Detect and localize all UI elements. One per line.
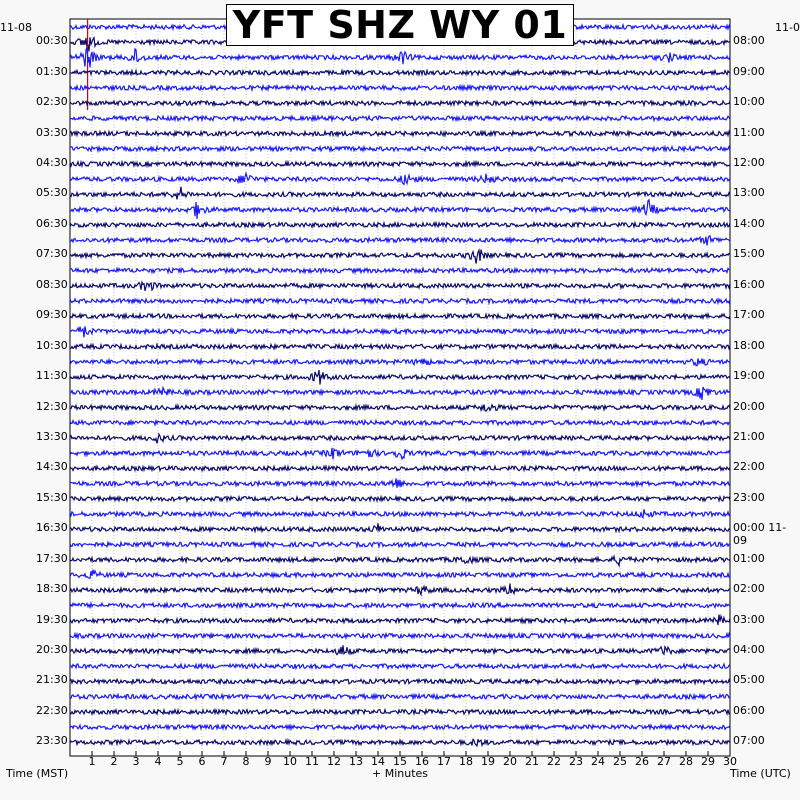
x-tick-label: 21 [525, 755, 539, 768]
right-time-label: 18:00 [733, 338, 765, 352]
right-time-label: 19:00 [733, 369, 765, 383]
chart-title: YFT SHZ WY 01 [232, 3, 568, 47]
right-time-label: 15:00 [733, 247, 765, 261]
left-time-label: 09:30 [36, 308, 68, 322]
right-time-label: 04:00 [733, 643, 765, 657]
x-tick-label: 5 [176, 755, 184, 768]
plot-frame [70, 19, 730, 756]
x-tick-label: 6 [198, 755, 206, 768]
x-tick-label: 29 [701, 755, 715, 768]
x-tick-label: 18 [459, 755, 473, 768]
left-time-label: 22:30 [36, 703, 68, 717]
right-time-label: 08:00 [733, 34, 765, 48]
x-tick-label: 20 [503, 755, 517, 768]
left-time-label: 07:30 [36, 247, 68, 261]
left-time-label: 02:30 [36, 95, 68, 109]
x-axis-label: + Minutes [372, 767, 429, 780]
start-date-right: 11-0 [775, 21, 800, 34]
left-time-label: 04:30 [36, 155, 68, 169]
x-tick-label: 27 [657, 755, 671, 768]
left-time-label: 03:30 [36, 125, 68, 139]
right-time-label: 09:00 [733, 64, 765, 78]
right-time-label: 01:00 [733, 551, 765, 565]
left-time-label: 01:30 [36, 64, 68, 78]
right-axis-label: Time (UTC) [730, 767, 791, 780]
x-tick-label: 16 [415, 755, 429, 768]
x-tick-label: 3 [132, 755, 140, 768]
x-tick-label: 17 [437, 755, 451, 768]
right-time-label: 10:00 [733, 95, 765, 109]
right-time-label: 02:00 [733, 582, 765, 596]
left-time-label: 16:30 [36, 521, 68, 535]
left-time-label: 21:30 [36, 673, 68, 687]
left-time-label: 05:30 [36, 186, 68, 200]
start-date-left: 11-08 [0, 21, 32, 34]
right-time-label: 05:00 [733, 673, 765, 687]
left-time-label: 19:30 [36, 612, 68, 626]
x-tick-label: 14 [371, 755, 385, 768]
x-tick-label: 9 [264, 755, 272, 768]
right-time-label: 22:00 [733, 460, 765, 474]
left-time-label: 12:30 [36, 399, 68, 413]
right-time-label: 16:00 [733, 277, 765, 291]
right-time-label: 14:00 [733, 216, 765, 230]
left-time-label: 06:30 [36, 216, 68, 230]
right-time-label: 23:00 [733, 490, 765, 504]
right-time-label: 20:00 [733, 399, 765, 413]
x-tick-label: 28 [679, 755, 693, 768]
left-time-label: 15:30 [36, 490, 68, 504]
left-time-label: 08:30 [36, 277, 68, 291]
left-time-label: 10:30 [36, 338, 68, 352]
x-tick-label: 12 [327, 755, 341, 768]
x-tick-label: 22 [547, 755, 561, 768]
x-tick-label: 10 [283, 755, 297, 768]
x-tick-label: 4 [154, 755, 162, 768]
x-tick-label: 7 [220, 755, 228, 768]
x-tick-label: 30 [723, 755, 737, 768]
x-tick-label: 23 [569, 755, 583, 768]
x-tick-label: 26 [635, 755, 649, 768]
left-time-label: 23:30 [36, 734, 68, 748]
left-time-label: 18:30 [36, 582, 68, 596]
x-tick-label: 8 [242, 755, 250, 768]
x-tick-label: 24 [591, 755, 605, 768]
left-time-label: 20:30 [36, 643, 68, 657]
left-time-label: 14:30 [36, 460, 68, 474]
x-tick-label: 13 [349, 755, 363, 768]
right-time-label: 00:00 11-09 [733, 521, 787, 548]
left-time-label: 13:30 [36, 429, 68, 443]
right-time-label: 12:00 [733, 155, 765, 169]
x-tick-label: 25 [613, 755, 627, 768]
right-time-label: 13:00 [733, 186, 765, 200]
right-time-label: 03:00 [733, 612, 765, 626]
right-time-label: 06:00 [733, 703, 765, 717]
right-time-label: 21:00 [733, 429, 765, 443]
x-tick-label: 1 [88, 755, 96, 768]
right-time-label: 07:00 [733, 734, 765, 748]
left-axis-label: Time (MST) [6, 767, 69, 780]
x-tick-label: 15 [393, 755, 407, 768]
left-time-label: 11:30 [36, 369, 68, 383]
chart-title-box [226, 4, 574, 46]
x-tick-label: 19 [481, 755, 495, 768]
left-time-label: 00:30 [36, 34, 68, 48]
x-tick-label: 2 [110, 755, 118, 768]
left-time-label: 17:30 [36, 551, 68, 565]
right-time-label: 11:00 [733, 125, 765, 139]
x-tick-label: 11 [305, 755, 319, 768]
right-time-label: 17:00 [733, 308, 765, 322]
